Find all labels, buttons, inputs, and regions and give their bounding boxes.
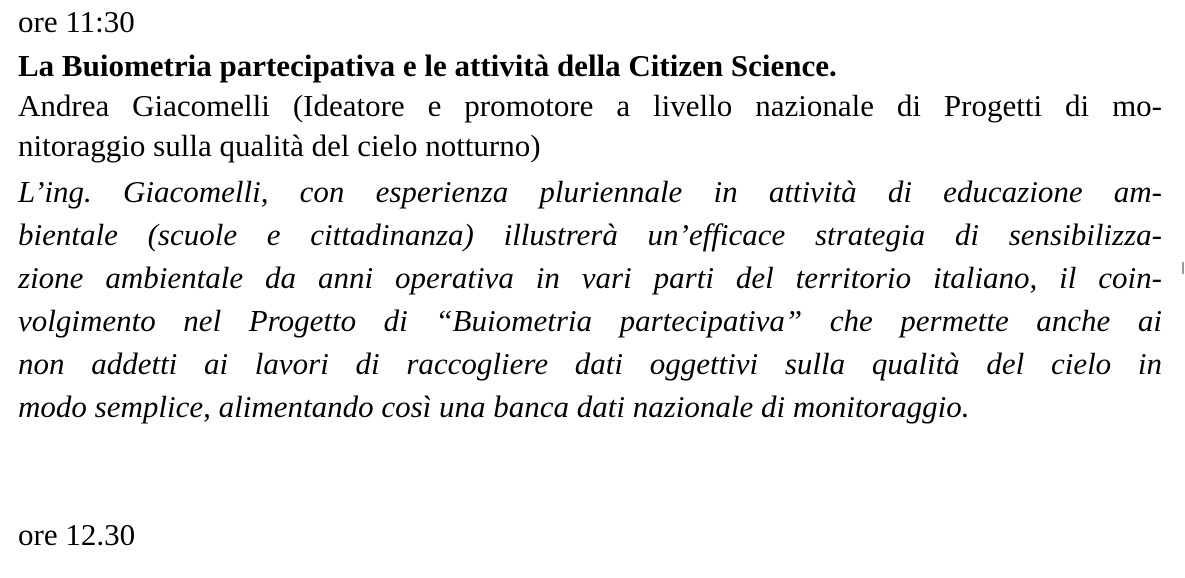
speaker-line: Andrea Giacomelli (Ideatore e promotore a livello nazionale di Progetti di mo-: [18, 88, 1162, 123]
session-title: La Buiometria partecipativa e le attività della Citizen Science.: [18, 48, 837, 83]
description-line: bientale (scuole e cittadinanza) illustrerà un’efficace strategia di sensibilizza-: [18, 217, 1162, 252]
description-line: L’ing. Giacomelli, con esperienza pluriennale in attività di educazione am-: [18, 174, 1162, 209]
page-edge-mark: [1182, 262, 1184, 274]
description-line: modo semplice, alimentando così una banca dati nazionale di monitoraggio.: [18, 389, 970, 424]
description-line: non addetti ai lavori di raccogliere dati oggettivi sulla qualità del cielo in: [18, 346, 1162, 381]
session-time: ore 12.30: [18, 517, 136, 552]
description-line: zione ambientale da anni operativa in vari parti del territorio italiano, il coin-: [18, 260, 1162, 295]
description-line: volgimento nel Progetto di “Buiometria partecipativa” che permette anche ai: [18, 303, 1162, 338]
session-time: ore 11:30: [18, 4, 135, 39]
speaker-line: nitoraggio sulla qualità del cielo notturno): [18, 128, 541, 163]
